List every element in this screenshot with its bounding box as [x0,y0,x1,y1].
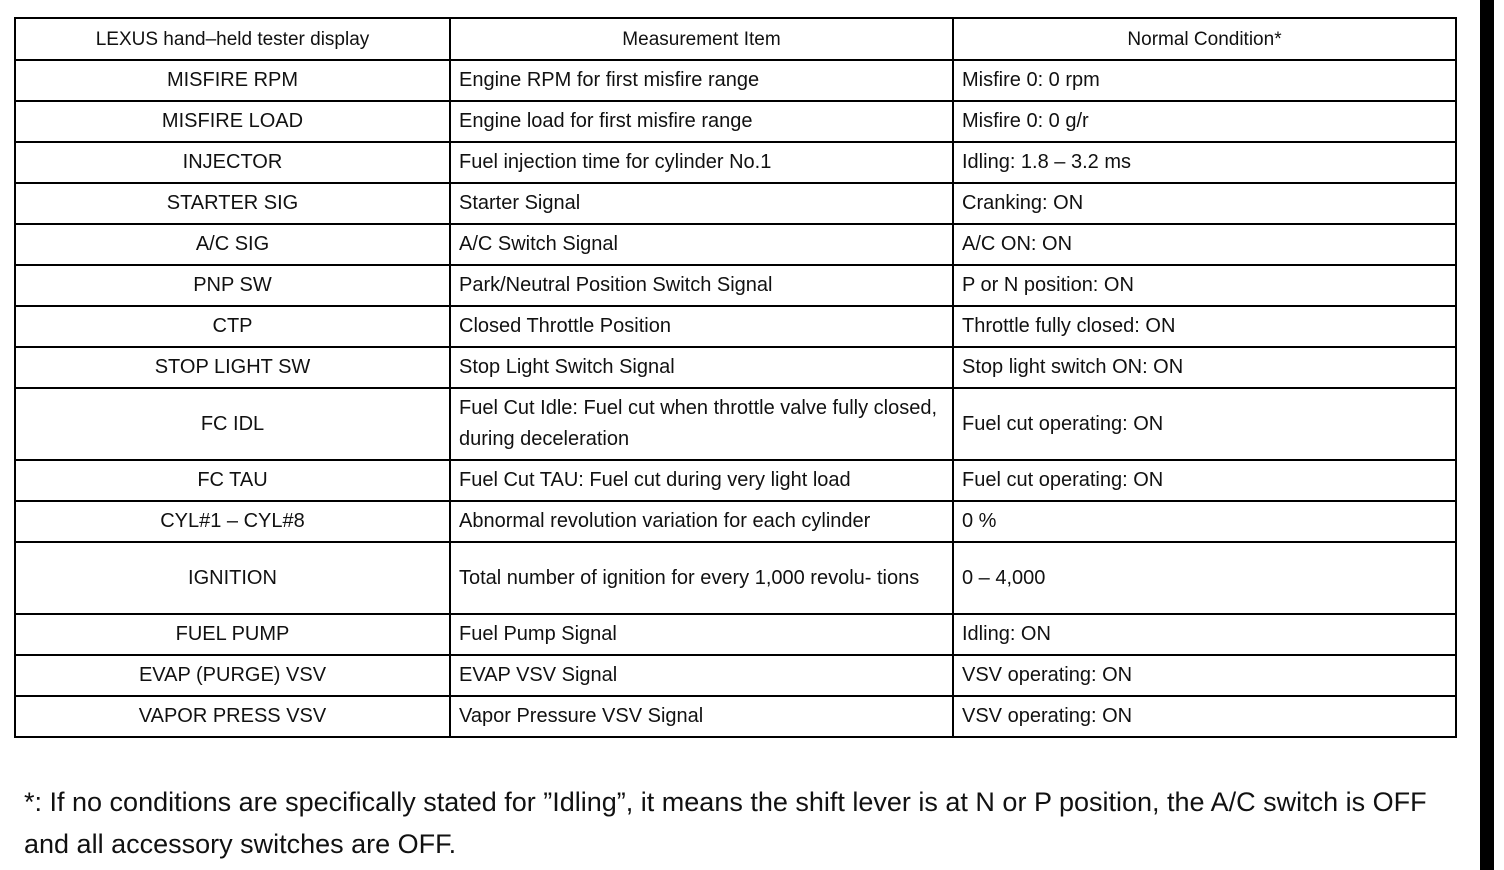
normal-condition-cell: Throttle fully closed: ON [953,306,1456,347]
header-measurement-item: Measurement Item [450,18,953,60]
measurement-item-cell: Closed Throttle Position [450,306,953,347]
table-row [15,142,1456,183]
measurement-item-cell: EVAP VSV Signal [450,655,953,696]
table-row [15,183,1456,224]
table-row [15,101,1456,142]
right-edge-rule [1480,0,1494,870]
tester-display-cell: IGNITION [15,542,450,614]
measurement-item-cell: Total number of ignition for every 1,000 revolu- tions [450,542,953,614]
table-row [15,655,1456,696]
measurement-item-cell: Fuel injection time for cylinder No.1 [450,142,953,183]
table-row [15,388,1456,460]
measurement-item-cell: Engine RPM for first misfire range [450,60,953,101]
normal-condition-cell: 0 % [953,501,1456,542]
table-header-row [15,18,1456,60]
table-row [15,696,1456,737]
table-row [15,60,1456,101]
measurement-item-cell: A/C Switch Signal [450,224,953,265]
table-row [15,347,1456,388]
measurement-item-cell: Abnormal revolution variation for each cylinder [450,501,953,542]
tester-display-cell: VAPOR PRESS VSV [15,696,450,737]
table-row [15,224,1456,265]
normal-condition-cell: VSV operating: ON [953,696,1456,737]
table-row [15,265,1456,306]
normal-condition-cell: Cranking: ON [953,183,1456,224]
measurement-item-cell: Vapor Pressure VSV Signal [450,696,953,737]
tester-display-cell: INJECTOR [15,142,450,183]
tester-data-table [14,17,1457,738]
normal-condition-cell: Stop light switch ON: ON [953,347,1456,388]
tester-display-cell: A/C SIG [15,224,450,265]
table-row [15,501,1456,542]
table-row [15,614,1456,655]
normal-condition-cell: Idling: 1.8 – 3.2 ms [953,142,1456,183]
tester-display-cell: FC IDL [15,388,450,460]
normal-condition-cell: Idling: ON [953,614,1456,655]
normal-condition-cell: 0 – 4,000 [953,542,1456,614]
table-row [15,460,1456,501]
footnote: *: If no conditions are specifically stated for ”Idling”, it means the shift lever is at N or P position, the A/C switch is OFF and all accessory switches are OFF. [24,787,1427,859]
measurement-item-cell: Stop Light Switch Signal [450,347,953,388]
tester-display-cell: MISFIRE RPM [15,60,450,101]
header-tester-display: LEXUS hand–held tester display [15,18,450,60]
normal-condition-cell: Misfire 0: 0 rpm [953,60,1456,101]
measurement-item-cell: Starter Signal [450,183,953,224]
measurement-item-cell: Fuel Pump Signal [450,614,953,655]
measurement-item-cell: Fuel Cut TAU: Fuel cut during very light load [450,460,953,501]
tester-display-cell: PNP SW [15,265,450,306]
normal-condition-cell: P or N position: ON [953,265,1456,306]
normal-condition-cell: Fuel cut operating: ON [953,460,1456,501]
tester-display-cell: STOP LIGHT SW [15,347,450,388]
tester-display-cell: CYL#1 – CYL#8 [15,501,450,542]
header-normal-condition: Normal Condition* [953,18,1456,60]
normal-condition-cell: Misfire 0: 0 g/r [953,101,1456,142]
measurement-item-cell: Engine load for first misfire range [450,101,953,142]
tester-display-cell: FUEL PUMP [15,614,450,655]
measurement-item-cell: Fuel Cut Idle: Fuel cut when throttle valve fully closed, during deceleration [450,388,953,460]
tester-display-cell: FC TAU [15,460,450,501]
table-row [15,306,1456,347]
tester-display-cell: EVAP (PURGE) VSV [15,655,450,696]
measurement-item-cell: Park/Neutral Position Switch Signal [450,265,953,306]
tester-display-cell: CTP [15,306,450,347]
normal-condition-cell: VSV operating: ON [953,655,1456,696]
tester-display-cell: STARTER SIG [15,183,450,224]
tester-display-cell: MISFIRE LOAD [15,101,450,142]
normal-condition-cell: A/C ON: ON [953,224,1456,265]
table-row [15,542,1456,614]
normal-condition-cell: Fuel cut operating: ON [953,388,1456,460]
